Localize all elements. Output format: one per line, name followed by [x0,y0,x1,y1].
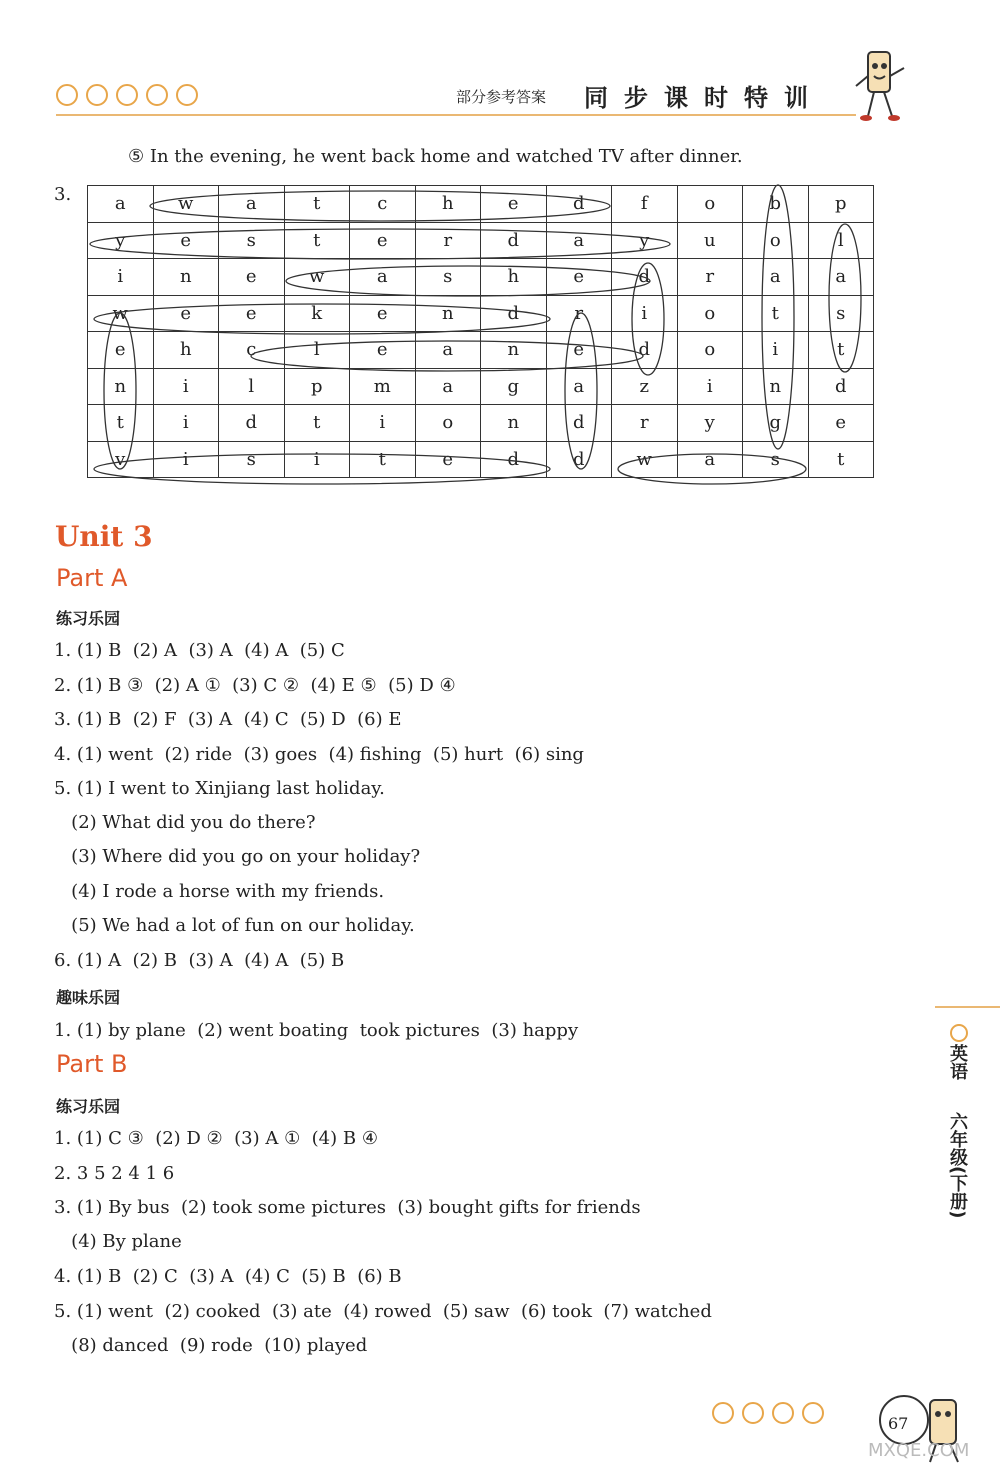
grid-cell: d [546,405,612,442]
grid-cell: t [284,405,350,442]
grid-cell: t [808,332,874,369]
grid-cell: a [677,441,743,478]
grid-cell: g [743,405,809,442]
grid-cell: d [219,405,285,442]
part-a-practice-heading: 练习乐园 [56,609,121,628]
part-b-answer-line: 1. (1) C ③ (2) D ② (3) A ① (4) B ④ [54,1128,378,1149]
part-b-answer-line: 2. 3 5 2 4 1 6 [54,1163,175,1184]
grid-cell: y [88,222,154,259]
part-a-answer-line: 5. (1) I went to Xinjiang last holiday. [54,778,385,799]
grid-cell: w [612,441,678,478]
grid-cell: s [415,259,481,296]
grid-cell: i [612,295,678,332]
grid-cell: i [88,259,154,296]
footer-ornament-circles [712,1402,824,1424]
grid-cell: o [677,186,743,223]
grid-cell: i [743,332,809,369]
grid-cell: e [153,222,219,259]
grid-cell: h [481,259,547,296]
grid-cell: e [808,405,874,442]
grid-row [88,295,874,332]
grid-cell: h [153,332,219,369]
grid-cell: d [546,186,612,223]
grid-cell: a [743,259,809,296]
grid-cell: c [219,332,285,369]
word-search-grid [87,185,874,478]
part-a-answer-line: (2) What did you do there? [54,812,316,833]
grid-cell: i [153,368,219,405]
grid-cell: a [415,368,481,405]
part-a-answer-line: 1. (1) B (2) A (3) A (4) A (5) C [54,640,345,661]
header-ornament-circles [56,84,198,106]
grid-cell: h [415,186,481,223]
grid-cell: d [546,441,612,478]
grid-cell: i [677,368,743,405]
grid-cell: a [415,332,481,369]
side-tab-divider [935,1006,1000,1008]
grid-cell: d [481,222,547,259]
grid-cell: e [219,295,285,332]
grid-cell: n [88,368,154,405]
grid-cell: e [350,222,416,259]
grid-cell: t [350,441,416,478]
grid-cell: a [546,368,612,405]
part-a-answer-line: (5) We had a lot of fun on our holiday. [54,915,415,936]
grid-cell: r [677,259,743,296]
grid-row [88,186,874,223]
header-book-title: 同步课时特训 [584,84,824,112]
grid-cell: z [612,368,678,405]
grid-cell: e [350,332,416,369]
part-b-answer-line: 4. (1) B (2) C (3) A (4) C (5) B (6) B [54,1266,402,1287]
grid-cell: a [808,259,874,296]
part-a-answer-line: (4) I rode a horse with my friends. [54,881,385,902]
grid-cell: m [350,368,416,405]
grid-row [88,259,874,296]
part-b-practice-heading: 练习乐园 [56,1097,121,1116]
part-a-title: Part A [56,564,128,592]
grid-cell: a [350,259,416,296]
grid-cell: e [415,441,481,478]
grid-cell: l [808,222,874,259]
side-subject-label: 英语 [947,1044,968,1080]
grid-cell: s [219,222,285,259]
part-a-answer-line: (3) Where did you go on your holiday? [54,846,421,867]
part-a-answer-line: 4. (1) went (2) ride (3) goes (4) fishing (5) hurt (6) sing [54,744,584,765]
grid-cell: s [743,441,809,478]
part-b-title: Part B [56,1050,128,1078]
grid-cell: s [219,441,285,478]
grid-cell: e [350,295,416,332]
grid-cell: t [284,222,350,259]
pencil-mascot-icon [850,46,914,126]
grid-cell: v [88,441,154,478]
grid-cell: w [153,186,219,223]
grid-cell: o [743,222,809,259]
grid-cell: r [415,222,481,259]
grid-cell: l [284,332,350,369]
grid-cell: r [612,405,678,442]
grid-cell: s [808,295,874,332]
grid-cell: e [546,259,612,296]
grid-cell: n [153,259,219,296]
page-number: 67 [888,1414,909,1433]
part-b-answer-line: (8) danced (9) rode (10) played [54,1335,368,1356]
grid-cell: i [153,405,219,442]
grid-cell: e [88,332,154,369]
grid-cell: d [808,368,874,405]
part-b-answer-line: (4) By plane [54,1231,182,1252]
grid-cell: o [677,295,743,332]
grid-row [88,441,874,478]
answer-line-intro: ⑤ In the evening, he went back home and watched TV after dinner. [128,146,743,167]
grid-cell: g [481,368,547,405]
grid-cell: e [481,186,547,223]
part-b-answer-line: 5. (1) went (2) cooked (3) ate (4) rowed (5) saw (6) took (7) watched [54,1301,712,1322]
grid-cell: y [677,405,743,442]
side-grade-label: 六年级(下册) [947,1112,968,1219]
grid-cell: p [808,186,874,223]
grid-row [88,222,874,259]
grid-cell: c [350,186,416,223]
grid-cell: l [219,368,285,405]
unit-title: Unit 3 [55,520,153,553]
grid-cell: e [546,332,612,369]
grid-cell: p [284,368,350,405]
grid-cell: i [153,441,219,478]
grid-cell: w [284,259,350,296]
grid-cell: a [546,222,612,259]
part-b-answer-line: 3. (1) By bus (2) took some pictures (3) bought gifts for friends [54,1197,641,1218]
grid-cell: e [153,295,219,332]
grid-cell: k [284,295,350,332]
grid-cell: f [612,186,678,223]
part-a-fun-heading: 趣味乐园 [56,988,121,1007]
grid-cell: n [481,405,547,442]
header-divider [56,114,856,116]
grid-cell: u [677,222,743,259]
part-a-fun-answer: 1. (1) by plane (2) went boating took pictures (3) happy [54,1020,579,1041]
grid-row [88,332,874,369]
grid-cell: t [284,186,350,223]
grid-cell: i [284,441,350,478]
site-watermark: MXQE.COM [868,1440,970,1461]
grid-cell: d [481,295,547,332]
grid-cell: t [88,405,154,442]
side-tab-ornament [950,1024,968,1042]
part-a-answer-line: 3. (1) B (2) F (3) A (4) C (5) D (6) E [54,709,402,730]
grid-cell: r [546,295,612,332]
grid-cell: o [415,405,481,442]
grid-cell: n [415,295,481,332]
grid-cell: o [677,332,743,369]
grid-cell: n [743,368,809,405]
grid-cell: d [612,332,678,369]
grid-cell: a [219,186,285,223]
grid-cell: y [612,222,678,259]
grid-question-number: 3. [54,184,72,205]
grid-cell: t [808,441,874,478]
grid-cell: b [743,186,809,223]
grid-cell: e [219,259,285,296]
grid-cell: d [481,441,547,478]
grid-cell: t [743,295,809,332]
grid-cell: n [481,332,547,369]
grid-cell: d [612,259,678,296]
grid-cell: i [350,405,416,442]
header-section-label: 部分参考答案 [456,88,547,106]
part-a-answer-line: 2. (1) B ③ (2) A ① (3) C ② (4) E ⑤ (5) D ④ [54,675,456,696]
grid-cell: a [88,186,154,223]
grid-row [88,368,874,405]
part-a-answer-line: 6. (1) A (2) B (3) A (4) A (5) B [54,950,345,971]
grid-row [88,405,874,442]
grid-cell: w [88,295,154,332]
